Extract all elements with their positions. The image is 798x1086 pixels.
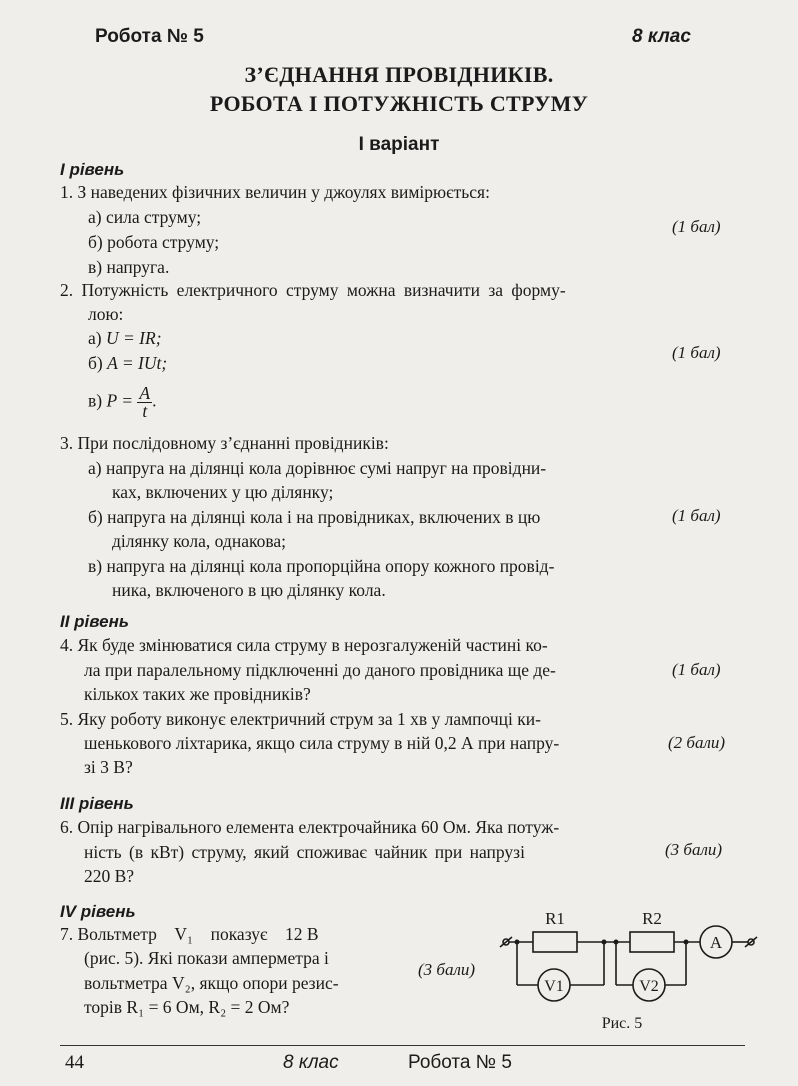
q6-line2: ність (в кВт) струму, який споживає чайник при напрузі: [84, 842, 525, 862]
header-work-number: Робота № 5: [95, 26, 204, 47]
q2-option-a-prefix: а): [88, 328, 102, 348]
ammeter-label: A: [709, 933, 723, 952]
q3-points: (1 бал): [672, 506, 721, 525]
footer-work-number: Робота № 5: [408, 1052, 512, 1073]
q2-option-b-prefix: б): [88, 353, 103, 373]
level-3-heading: III рівень: [60, 794, 134, 813]
q2-option-a-formula: U = IR;: [105, 328, 162, 348]
q2-option-c-lhs: P =: [106, 390, 134, 411]
level-4-heading: IV рівень: [60, 902, 136, 921]
r1-label: R1: [545, 909, 565, 928]
q4-line1: 4. Як буде змінюватися сила струму в нерозгалуженій частині ко-: [60, 635, 548, 655]
q2-option-c-prefix: в): [88, 390, 103, 411]
q2-option-b: [88, 351, 167, 375]
q4-points: (1 бал): [672, 660, 721, 679]
q4-line3: кількох таких же провідників?: [84, 684, 311, 704]
q7-line4: торів R₁ = 6 Ом, R₂ = 2 Ом?: [84, 997, 290, 1017]
q1-option-b: б) робота струму;: [88, 232, 220, 252]
q2-option-b-formula: A = IUt;: [107, 353, 168, 373]
footer-divider: [60, 1045, 745, 1046]
footer-grade: 8 клас: [283, 1052, 339, 1073]
q2-points: (1 бал): [672, 343, 721, 362]
q1-option-c: в) напруга.: [88, 257, 170, 277]
q2-fraction: [137, 385, 152, 420]
q2-fraction-denominator: t: [142, 401, 148, 421]
resistor-r1: [533, 932, 577, 952]
q3-option-a-line2: ках, включених у цю ділянку;: [112, 482, 334, 502]
q5-line3: зі 3 В?: [84, 757, 133, 777]
q2-option-a: [88, 326, 162, 350]
q7-points: (3 бали): [418, 960, 476, 979]
page-number: 44: [65, 1052, 84, 1073]
q2-fraction-numerator: A: [139, 383, 151, 403]
level-1-heading: I рівень: [60, 160, 125, 179]
figure-caption: Рис. 5: [601, 1015, 643, 1032]
q4-line2: ла при паралельному підключенні до даного провідника ще де-: [84, 660, 556, 680]
page-title-line2: РОБОТА І ПОТУЖНІСТЬ СТРУМУ: [209, 91, 589, 116]
q3-option-a-line1: а) напруга на ділянці кола дорівнює сумі напруг на провідни-: [88, 458, 547, 478]
r2-label: R2: [642, 909, 662, 928]
q7-line2: (рис. 5). Які покази амперметра і: [84, 948, 329, 968]
q1-option-a: а) сила струму;: [88, 207, 202, 227]
q6-points: (3 бали): [665, 840, 723, 859]
q7-line1: 7. Вольтметр V₁ показує 12 В: [60, 924, 319, 944]
q3-option-c-line1: в) напруга на ділянці кола пропорційна опору кожного провід-: [88, 556, 555, 576]
resistor-r2: [630, 932, 674, 952]
level-2-heading: II рівень: [60, 612, 129, 631]
v2-label: V2: [639, 978, 659, 995]
page-title-line1: З’ЄДНАННЯ ПРОВІДНИКІВ.: [244, 62, 554, 87]
q3-option-c-line2: ника, включеного в цю ділянку кола.: [112, 580, 386, 600]
q5-points: (2 бали): [668, 733, 726, 752]
q2-option-c: в) P = $\frac{A}{t}$ .: [88, 383, 157, 421]
q7-line3: вольтметра V₂, якщо опори резис-: [84, 973, 339, 993]
q3-text: 3. При послідовному з’єднанні провідників:: [60, 433, 389, 453]
q2-text-line1: 2. Потужність електричного струму можна визначити за форму-: [60, 280, 566, 300]
q5-line2: шенькового ліхтарика, якщо сила струму в ній 0,2 А при напру-: [84, 733, 560, 753]
circuit-diagram: [490, 905, 780, 1035]
q3-option-b-line2: ділянку кола, однакова;: [112, 531, 286, 551]
q1-points: (1 бал): [672, 217, 721, 236]
v1-label: V1: [544, 978, 564, 995]
q2-text-line2: лою:: [88, 304, 124, 324]
variant-heading: І варіант: [358, 134, 440, 155]
q6-line3: 220 В?: [84, 866, 135, 886]
q3-option-b-line1: б) напруга на ділянці кола і на провідниках, включених в цю: [88, 507, 541, 527]
q5-line1: 5. Яку роботу виконує електричний струм за 1 хв у лампочці ки-: [60, 709, 541, 729]
header-grade: 8 клас: [632, 26, 691, 47]
q6-line1: 6. Опір нагрівального елемента електрочайника 60 Ом. Яка потуж-: [60, 817, 560, 837]
q1-text: 1. З наведених фізичних величин у джоулях вимірюється:: [60, 182, 490, 202]
